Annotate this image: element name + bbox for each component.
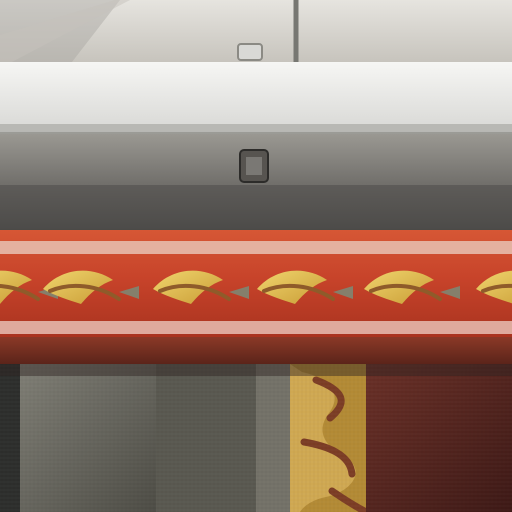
top-bolt [238, 44, 262, 60]
frame-lower-rail [0, 337, 512, 364]
painting-top-shadow [0, 364, 512, 376]
hanging-rail-top [0, 62, 512, 132]
rail-edge-shadow [0, 124, 512, 134]
canvas-texture [0, 364, 512, 512]
frame-lower-stripe [0, 321, 512, 334]
center-bolt-highlight [246, 157, 262, 175]
frame-upper-stripe [0, 241, 512, 254]
rail-lower-shadow [0, 185, 512, 229]
